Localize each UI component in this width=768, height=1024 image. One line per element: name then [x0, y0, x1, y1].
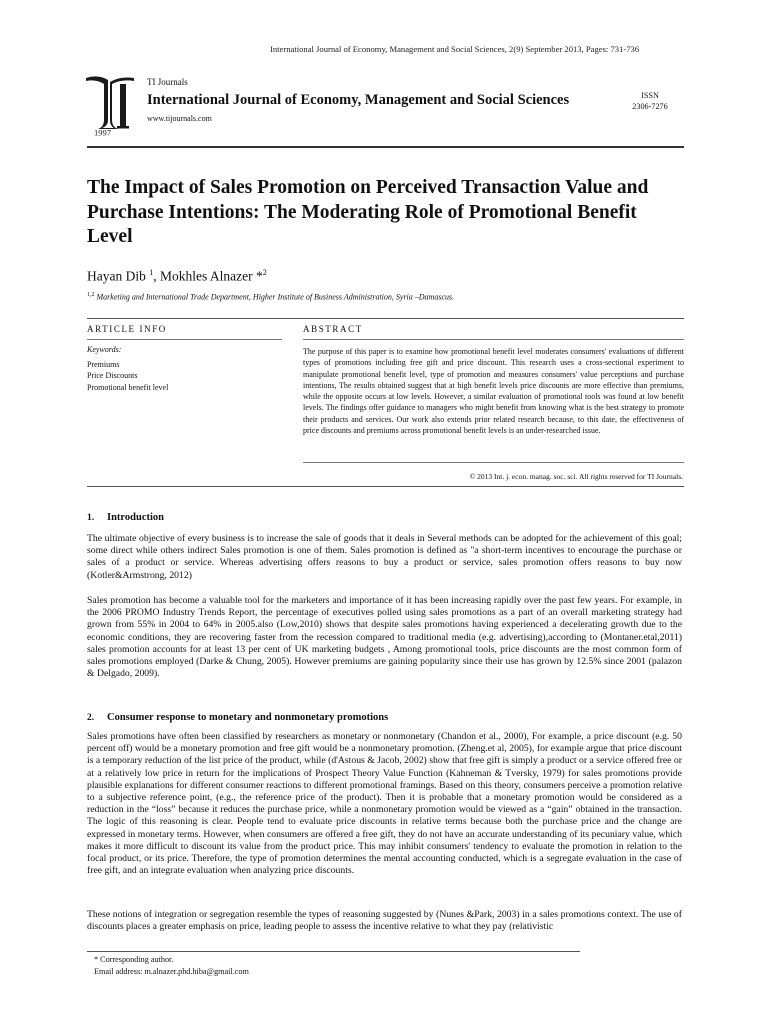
affiliation — [87, 292, 454, 302]
info-bottom-rule — [87, 486, 684, 487]
abstract-text: The purpose of this paper is to examine how promotional benefit level moderates consumers' evaluations of different types of promotions including free gift and price discount. This research uses a cross-sectional experiment to manipulate promotional benefit level, type of promotion and measures consumers' value perceptions and purchase intentions, The results obtained suggest that at high benefit levels price discounts are more effective than premiums, while the opposite occurs at low levels. However, a similar evaluation of promotional tools was found at low benefit levels. The findings offer guidance to managers who might benefit from knowing what is the best strategy to promote their products and services. Our work also extends prior related research because, to this date, the effectiveness of price discounts and premiums across promotional benefit levels is an under-researched issue. — [303, 347, 684, 435]
logo-year: 1997 — [94, 127, 111, 136]
section-number: 1. — [87, 513, 95, 523]
corresponding-author-note: * Corresponding author. — [94, 955, 174, 964]
abstract-label: ABSTRACT — [303, 324, 363, 334]
journal-logo — [84, 72, 136, 136]
keyword-item: Premiums — [87, 360, 120, 369]
paper-title: The Impact of Sales Promotion on Perceived Transaction Value and Purchase Intentions: The Moderating Role of Promotional Benefit Level — [87, 177, 649, 247]
section-heading-consumer-response — [87, 712, 388, 723]
publisher-name: TI Journals — [147, 77, 188, 87]
intro-paragraph-1 — [87, 533, 682, 582]
running-head: International Journal of Economy, Management and Social Sciences, 2(9) September 2013, Pages: 731-736 — [270, 44, 640, 54]
issn-value: 2306-7276 — [632, 102, 668, 111]
author-affiliation-marker: 2 — [262, 268, 267, 277]
section2-paragraph-2 — [87, 909, 682, 933]
article-info-label: ARTICLE INFO — [87, 324, 167, 334]
section-title: Consumer response to monetary and nonmonetary promotions — [107, 712, 389, 723]
ti-logo-icon — [84, 72, 136, 136]
paragraph-text: These notions of integration or segregation resemble the types of reasoning suggested by (Nunes &Park, 2003) in a sales promotions context. The use of discounts places a greater emphasis on price, leading people to assess the incentive relative to what they pay (relativistic — [87, 909, 682, 933]
author-line — [87, 268, 267, 285]
info-top-rule — [87, 318, 684, 319]
footnote — [94, 954, 249, 977]
section-title: Introduction — [107, 512, 164, 523]
masthead-divider — [87, 146, 684, 148]
paragraph-text: Sales promotion has become a valuable tool for the marketers and importance of it has been increasing rapidly over the past few years. For example, in the 2006 PROMO Industry Trends Report, the percentage of executives polled using sales promotions as a part of an overall marketing strategy had grown from 55% in 2004 to 64% in 2005.also (Low,2010) shows that despite sales promotions having experienced a decelerating growth due to the economic conditions, they are recovering faster from the recession compared to traditional media (e.g. advertising),according to (Montaner.etal,2011) sales promotion accounts for at least 13 per cent of UK marketing budgets , Among promotional tools, price discounts are the most common form of sales promotions employed (Darke & Chung, 2005). However premiums are gaining popularity since their use has grown by 12.5% since 2001 (palazon & Delgado, 2009). — [87, 595, 682, 680]
keywords-label: Keywords: — [87, 345, 122, 354]
intro-paragraph-2 — [87, 595, 682, 680]
journal-url[interactable]: www.tijournals.com — [147, 114, 212, 123]
keyword-item: Price Discounts — [87, 371, 138, 381]
section2-paragraph-1 — [87, 731, 682, 877]
section-number: 2. — [87, 713, 95, 723]
author-name: Hayan Dib — [87, 268, 146, 284]
keyword-item: Promotional benefit level — [87, 382, 169, 392]
affiliation-text: Marketing and International Trade Department, Higher Institute of Business Administration, Syria –Damascus. — [96, 292, 455, 302]
corresponding-email[interactable]: Email address: m.alnazer.phd.hiba@gmail.com — [94, 966, 249, 976]
issn-block — [630, 90, 670, 112]
author-affiliation-marker: 1 — [149, 268, 154, 277]
footnote-rule — [87, 951, 580, 952]
info-sub-rule — [87, 339, 282, 340]
author-name: , Mokhles Alnazer * — [153, 268, 263, 284]
affiliation-marker: 1,2 — [87, 292, 95, 298]
issn-label: ISSN — [641, 91, 659, 100]
copyright-notice: © 2013 Int. j. econ. manag. soc. sci. All rights reserved for TI Journals. — [469, 472, 683, 481]
section-heading-introduction — [87, 512, 164, 523]
journal-title: International Journal of Economy, Management and Social Sciences — [147, 92, 570, 108]
abstract-bottom-rule — [303, 462, 684, 463]
paragraph-text: The ultimate objective of every business is to increase the sale of goods that it deals in Several methods can be adopted for the achievement of this goal; some direct while others indirect Sales promotion is one of them. Sales promotion is defined as "a short-term incentives to encourage the purchase or sales of a product or service. Whereas advertising offers reasons to buy a product or service, sales promotion offers reasons to buy now (Kotler&Armstrong, 2012) — [87, 533, 682, 581]
abstract-sub-rule — [303, 339, 684, 340]
keyword-list — [87, 359, 168, 393]
paragraph-text: Sales promotions have often been classified by researchers as monetary or nonmonetary (Chandon et al., 2000), For example, a price discount (e.g. 50 percent off) would be a monetary promotion and free gift would be a nonmonetary promotion. (Zheng.et al, 2005), for example argue that price discount is a temporary reduction of the list price of the product, while (d'Astous & Jacob, 2002) show that free gift is simply a product or a service offered free or at a relatively low price in return for the implications of Prospect Theory Value Function (Kahneman & Tversky, 1979) for sales promotions provide plausible explanations for different consumer reactions to different promotional framings. Based on this theory, consumers perceive a promotion relative to a subjective reference point, (e.g., the reference price of the product). Then it is probable that a monetary promotion would be considered as a reduction in the “loss” because it reduces the purchase price, while a nonmonetary promotion would be viewed as a “gain” obtained in the transaction. The logic of this reasoning is clear. People tend to evaluate price discounts in relative terms because both the purchase price and the change are expressed in monetary terms. However, when consumers are offered a free gift, they do not have an accurate understanding of its pecuniary value, which makes it more difficult to discount its value from the product price. This may inhibit consumers' tendency to evaluate the promotion in relation to the focal product, or its price. Therefore, the type of promotion determines the mental accounting conducted, which is a segregate evaluation in the case of free gift, and an integrate evaluation when analyzing price discounts. — [87, 731, 682, 877]
